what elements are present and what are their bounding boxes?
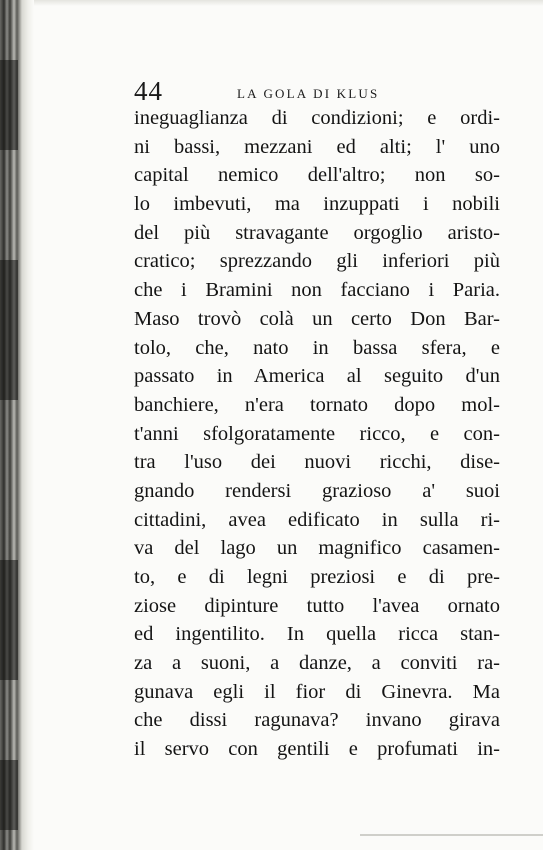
binding-shadow [0, 60, 18, 150]
running-title: LA GOLA DI KLUS [237, 86, 380, 101]
text-line: del più stravagante orgoglio aristo- [134, 221, 500, 244]
text-line: t'anni sfolgoratamente ricco, e con- [134, 422, 500, 445]
text-line: to, e di legni preziosi e di pre- [134, 566, 500, 588]
book-binding-edge [0, 0, 34, 850]
page-bottom-edge [360, 834, 543, 836]
text-line: lo imbevuti, ma inzuppati i nobili [134, 193, 500, 216]
text-line: passato in America al seguito d'un [134, 365, 500, 388]
text-line: va del lago un magnifico casamen- [134, 537, 500, 560]
text-line: cratico; sprezzando gli inferiori più [134, 250, 500, 273]
text-line: tra l'uso dei nuovi ricchi, dise- [134, 451, 500, 474]
body-text [134, 104, 500, 764]
text-line: banchiere, n'era tornato dopo mol- [134, 393, 500, 416]
text-line: che dissi ragunava? invano girava [134, 709, 500, 732]
text-line: ziose dipinture tutto l'avea ornato [134, 594, 500, 617]
text-line: tolo, che, nato in bassa sfera, e [134, 336, 500, 359]
text-line: il servo con gentili e profumati in- [134, 738, 500, 761]
text-line: za a suoni, a danze, a conviti ra- [134, 652, 500, 675]
text-line: ni bassi, mezzani ed alti; l' uno [134, 135, 500, 158]
text-line: Maso trovò colà un certo Don Bar- [134, 307, 500, 330]
text-line: gunava egli il fior di Ginevra. Ma [134, 680, 500, 703]
text-line: che i Bramini non facciano i Paria. [134, 279, 500, 302]
binding-shadow [0, 260, 18, 400]
page-top-edge [34, 0, 543, 6]
page-header [134, 76, 504, 106]
text-line: capital nemico dell'altro; non so- [134, 164, 500, 187]
text-line: cittadini, avea edificato in sulla ri- [134, 508, 500, 531]
binding-shadow [0, 760, 18, 830]
binding-shadow [0, 560, 18, 680]
text-line: gnando rendersi grazioso a' suoi [134, 479, 500, 502]
text-line: ineguaglianza di condizioni; e ordi- [134, 107, 500, 129]
text-line: ed ingentilito. In quella ricca stan- [134, 623, 500, 646]
page-number: 44 [134, 76, 163, 106]
